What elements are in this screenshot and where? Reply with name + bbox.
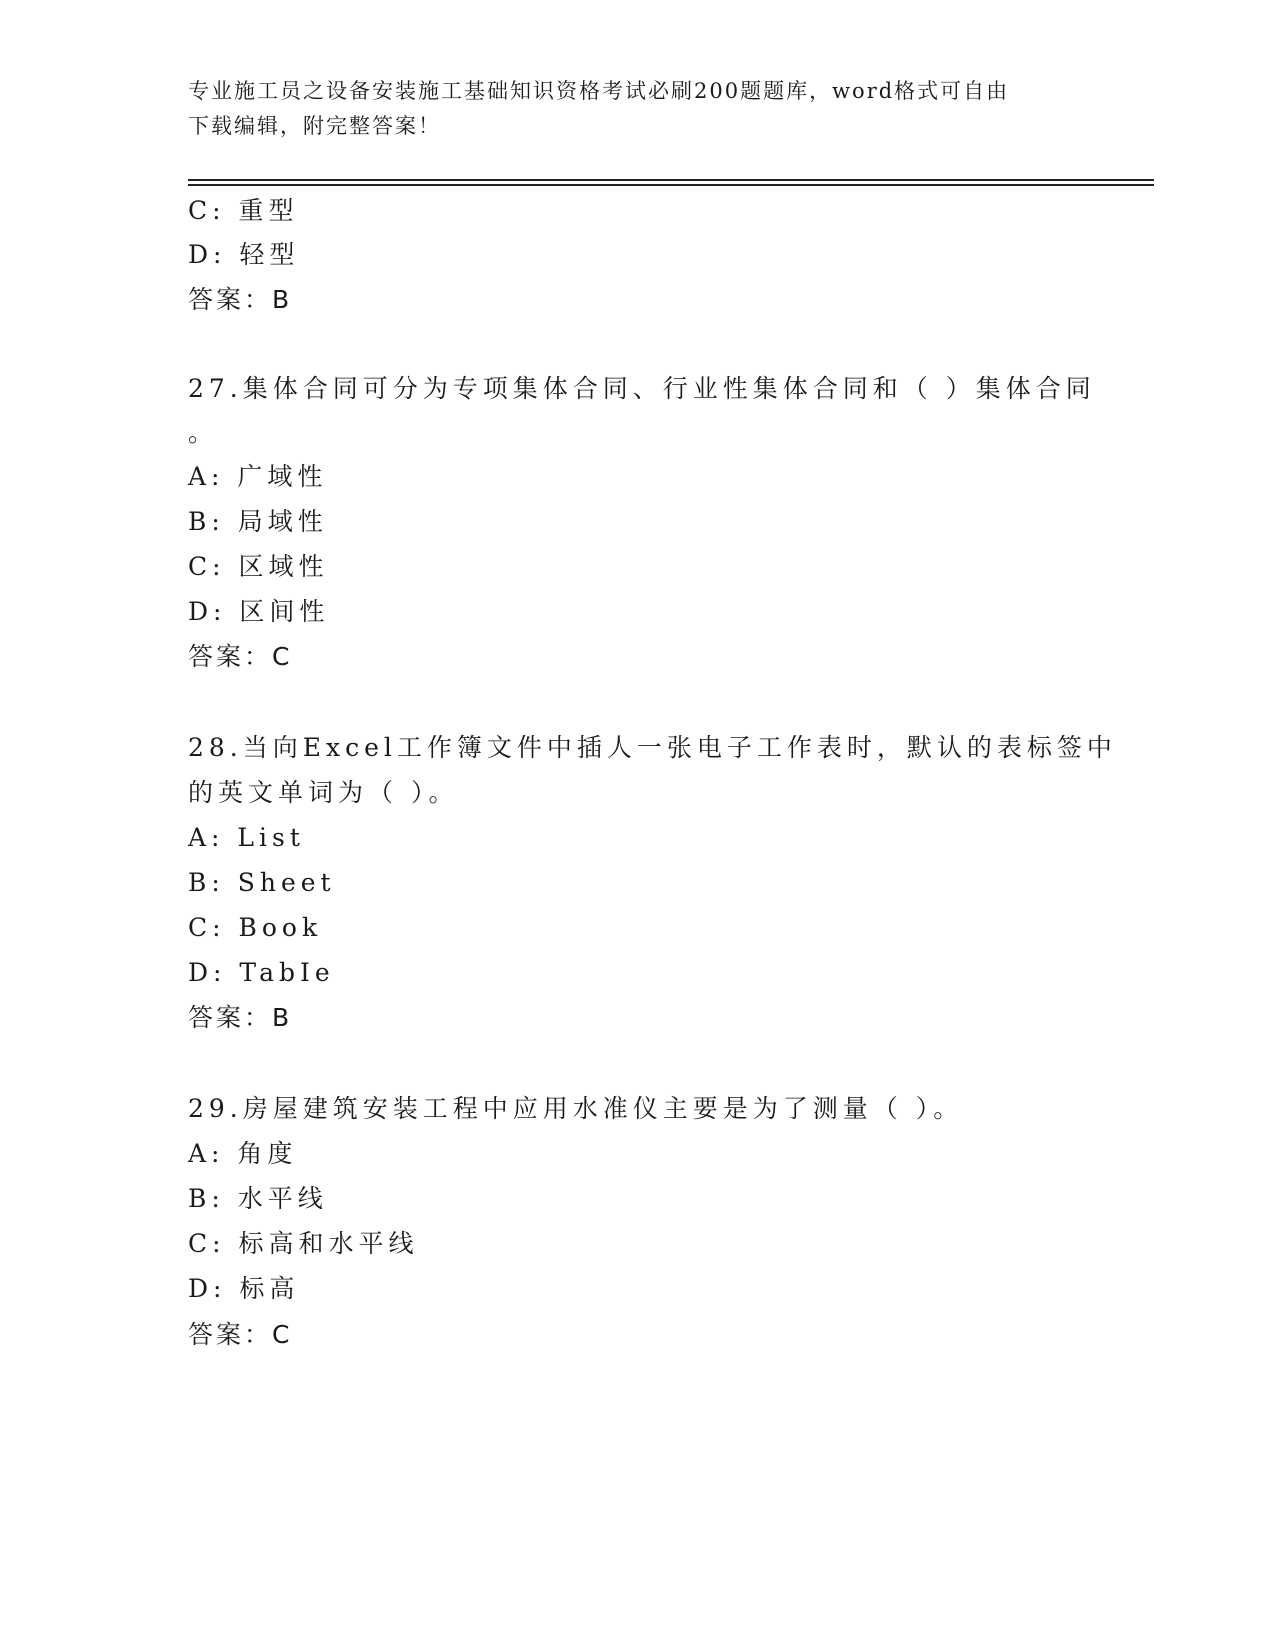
q26-answer: 答案：B bbox=[188, 285, 293, 314]
q29-answer: 答案：C bbox=[188, 1320, 293, 1349]
header-rule-top bbox=[188, 179, 1154, 181]
q27-option-b: B: 局域性 bbox=[188, 507, 328, 536]
header-line-1: 专业施工员之设备安装施工基础知识资格考试必刷200题题库，word格式可自由 bbox=[188, 79, 1010, 103]
q28-option-b: B: Sheet bbox=[188, 868, 336, 897]
q27-option-a: A: 广域性 bbox=[188, 462, 328, 491]
q26-option-c: C: 重型 bbox=[188, 196, 299, 225]
q29-stem-line-1: 29.房屋建筑安装工程中应用水准仪主要是为了测量（ ）。 bbox=[188, 1094, 964, 1123]
q28-answer: 答案：B bbox=[188, 1003, 293, 1032]
q29-option-b: B: 水平线 bbox=[188, 1184, 328, 1213]
q29-option-c: C: 标高和水平线 bbox=[188, 1229, 419, 1258]
q28-stem-line-2: 的英文单词为（ ）。 bbox=[188, 778, 459, 807]
q27-option-c: C: 区域性 bbox=[188, 552, 329, 581]
q27-option-d: D: 区间性 bbox=[188, 597, 330, 626]
q27-stem-line-1: 27.集体合同可分为专项集体合同、行业性集体合同和（ ）集体合同 bbox=[188, 374, 1096, 403]
document-header bbox=[188, 74, 1068, 144]
q29-option-d: D: 标高 bbox=[188, 1274, 300, 1303]
q27-stem-line-2: 。 bbox=[188, 418, 219, 447]
q28-stem-line-1: 28.当向Excel工作簿文件中插人一张电子工作表时，默认的表标签中 bbox=[188, 733, 1117, 762]
q27-answer: 答案：C bbox=[188, 642, 293, 671]
q28-option-d: D: TabIe bbox=[188, 958, 335, 987]
q26-option-d: D: 轻型 bbox=[188, 240, 300, 269]
q29-option-a: A: 角度 bbox=[188, 1139, 298, 1168]
header-rule-bottom bbox=[188, 184, 1154, 186]
q28-option-c: C: Book bbox=[188, 913, 323, 942]
header-line-2: 下载编辑，附完整答案！ bbox=[188, 114, 441, 138]
q28-option-a: A: List bbox=[188, 823, 305, 852]
